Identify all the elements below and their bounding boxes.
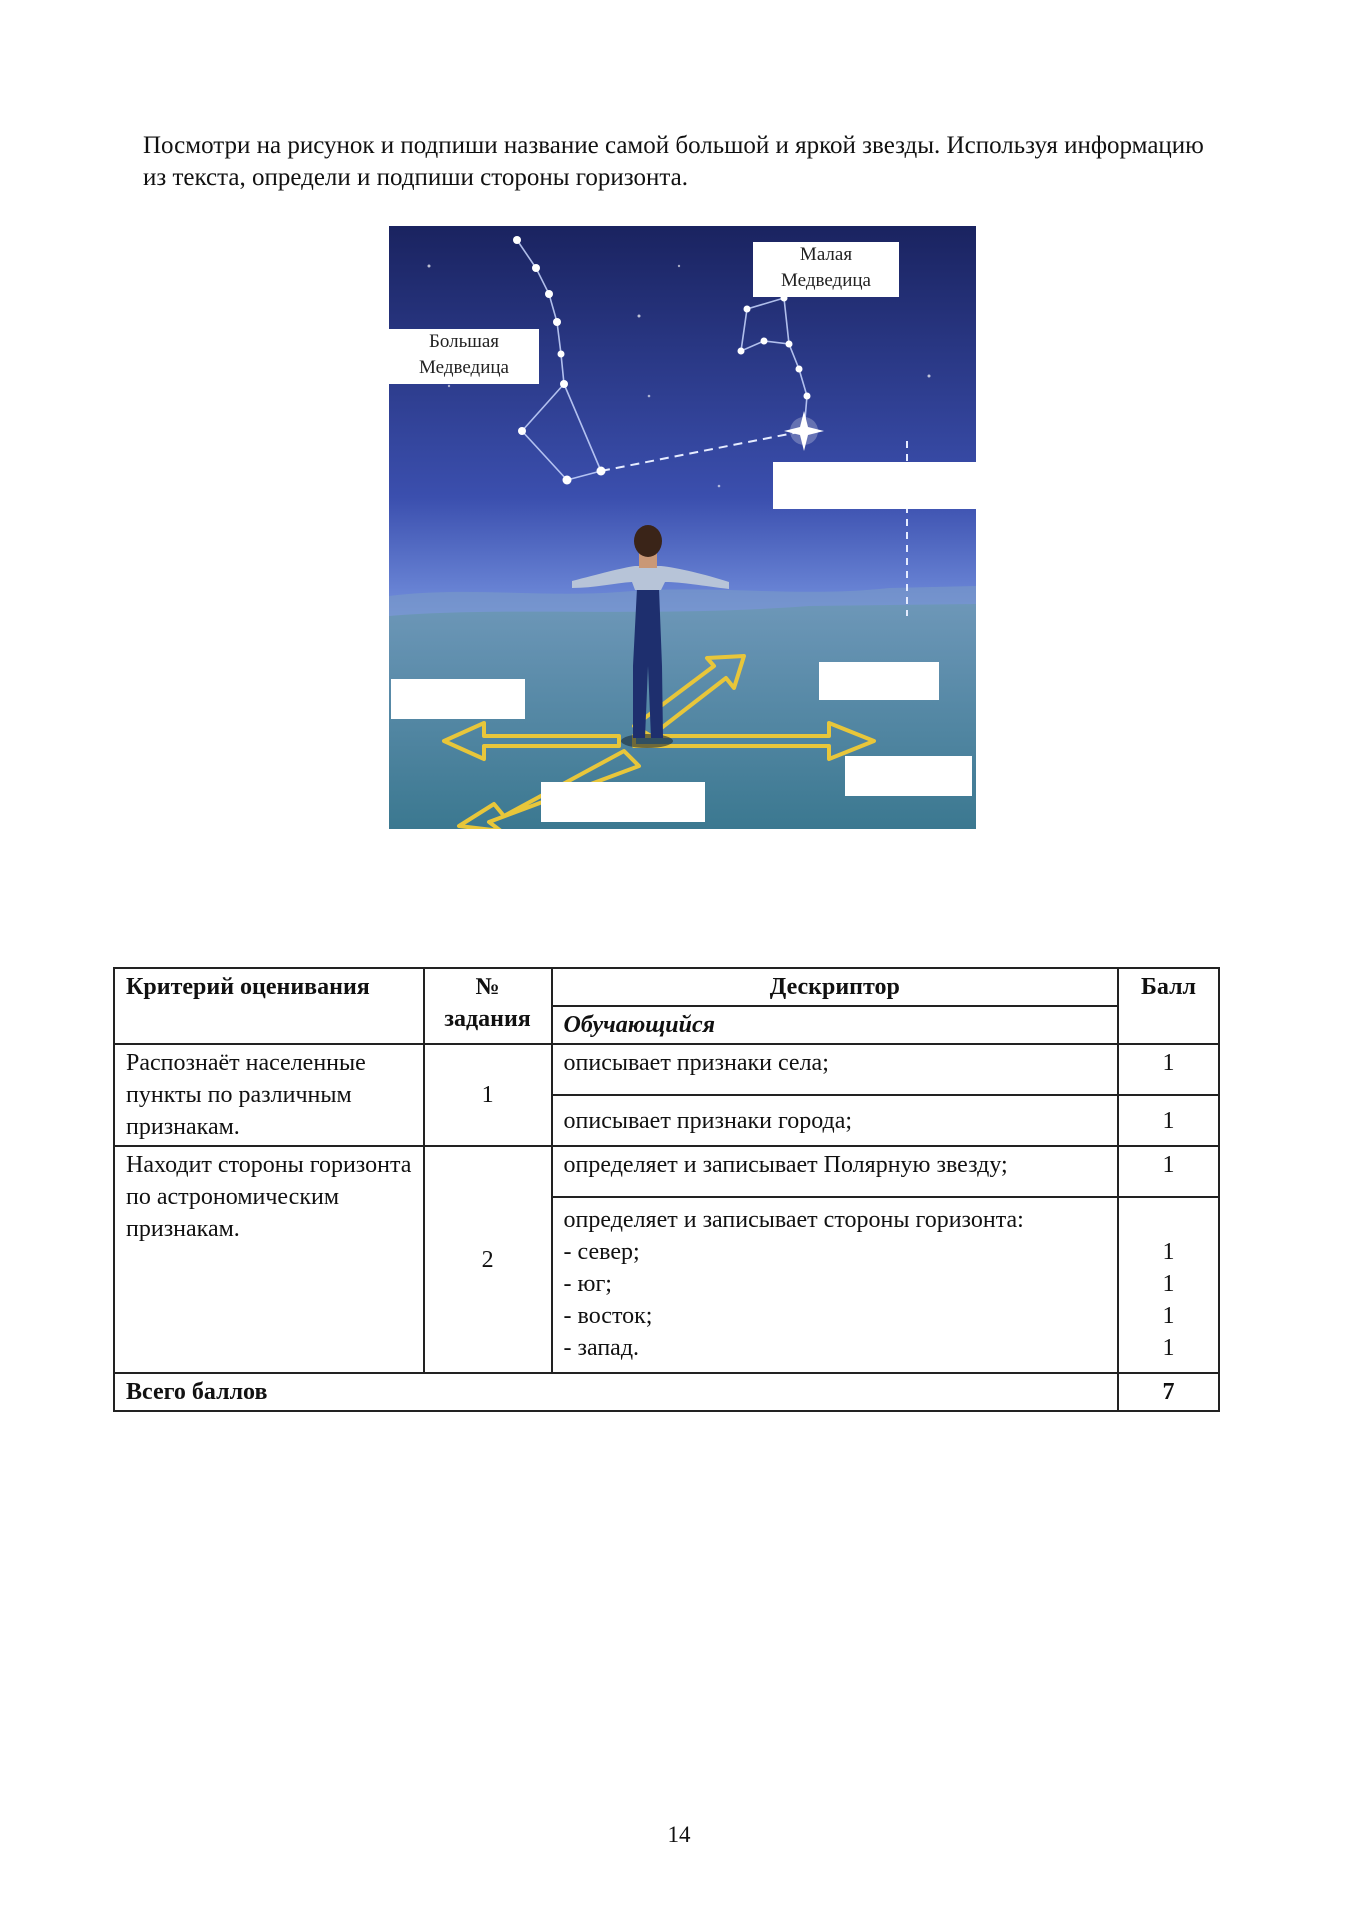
label-big-dipper: Большая Медведица bbox=[389, 329, 539, 384]
score-cell: 1 bbox=[1118, 1044, 1219, 1095]
label-little-dipper: Малая Медведица bbox=[753, 242, 899, 297]
header-score: Балл bbox=[1118, 968, 1219, 1044]
descriptor-cell: описывает признаки села; bbox=[552, 1044, 1119, 1095]
score-cell: 1 bbox=[1118, 1146, 1219, 1197]
horizon-item: - запад. bbox=[563, 1335, 640, 1361]
north-answer-box[interactable] bbox=[819, 662, 939, 700]
table-header-row bbox=[114, 968, 1219, 1006]
instruction-text: Посмотри на рисунок и подпиши название самой большой и яркой звезды. Используя информацию из текста, определи и подпиши стороны горизонта. bbox=[143, 132, 1204, 191]
header-criterion: Критерий оценивания bbox=[114, 968, 424, 1044]
header-descriptor: Дескриптор bbox=[552, 968, 1119, 1006]
polaris-answer-box[interactable] bbox=[773, 462, 976, 509]
horizon-score: 1 bbox=[1162, 1303, 1175, 1329]
east-answer-box[interactable] bbox=[845, 756, 972, 796]
header-task-number-line1: № bbox=[475, 974, 500, 1000]
horizon-score: 1 bbox=[1162, 1335, 1175, 1361]
horizon-score: 1 bbox=[1162, 1239, 1175, 1265]
west-answer-box[interactable] bbox=[391, 679, 525, 719]
page-number: 14 bbox=[667, 1822, 691, 1847]
assessment-table bbox=[113, 967, 1220, 1412]
score-cell-horizon bbox=[1118, 1197, 1219, 1373]
descriptor-cell: описывает признаки города; bbox=[552, 1095, 1119, 1146]
table-total-row bbox=[114, 1373, 1219, 1411]
task-number-cell: 2 bbox=[424, 1146, 552, 1373]
criterion-cell: Распознаёт населенные пункты по различным признакам. bbox=[114, 1044, 424, 1146]
header-task-number-line2: задания bbox=[444, 1006, 531, 1032]
total-label: Всего баллов bbox=[114, 1373, 1118, 1411]
task-number-cell: 1 bbox=[424, 1044, 552, 1146]
header-task-number bbox=[424, 968, 552, 1044]
horizon-item: - восток; bbox=[563, 1303, 653, 1329]
total-score: 7 bbox=[1118, 1373, 1219, 1411]
criterion-cell: Находит стороны горизонта по астрономическим признакам. bbox=[114, 1146, 424, 1373]
descriptor-cell-horizon bbox=[552, 1197, 1119, 1373]
horizon-heading: определяет и записывает стороны горизонта: bbox=[563, 1207, 1024, 1233]
horizon-item: - юг; bbox=[563, 1271, 612, 1297]
horizon-item: - север; bbox=[563, 1239, 640, 1265]
horizon-score: 1 bbox=[1162, 1271, 1175, 1297]
constellation-figure bbox=[389, 226, 976, 829]
table-row bbox=[114, 1146, 1219, 1197]
header-learner: Обучающийся bbox=[552, 1006, 1119, 1044]
descriptor-cell: определяет и записывает Полярную звезду; bbox=[552, 1146, 1119, 1197]
night-sky-illustration bbox=[389, 226, 976, 829]
score-cell: 1 bbox=[1118, 1095, 1219, 1146]
table-row bbox=[114, 1044, 1219, 1095]
south-answer-box[interactable] bbox=[541, 782, 705, 822]
